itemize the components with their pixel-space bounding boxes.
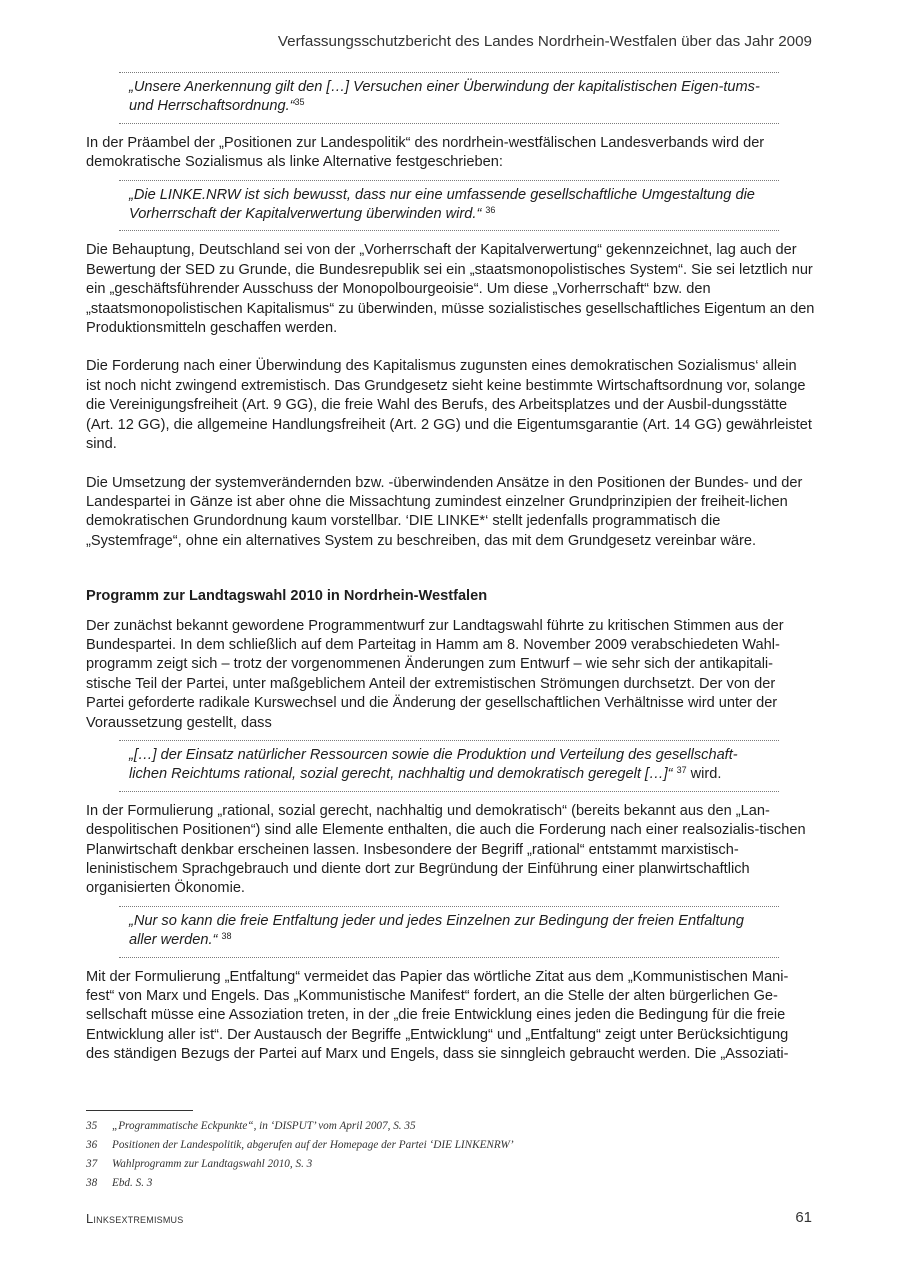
quote-block [119, 740, 779, 792]
quote-block [119, 72, 779, 124]
footnote [86, 1136, 815, 1155]
paragraph: In der Formulierung „rational, sozial gerecht, nachhaltig und demokratisch“ (bereits bekannt aus den „Lan-despolitischen Positionen“) sind alle Elemente enthalten, die auch die Forderung nach einer realsozialis-tischen Planwirtschaft denkbar erscheinen lassen. Insbesondere der Begriff „rational“ entstammt marxistisch-leninistischem Sprachgebrauch und diente dort zur Begründung der Einführung einer planwirtschaftlich organisierten Ökonomie. [86, 802, 806, 897]
footnote-ref[interactable]: 35 [294, 97, 305, 108]
footnote-text: Ebd. S. 3 [112, 1177, 153, 1189]
quote-text: „Unsere Anerkennung gilt den […] Versuchen einer Überwindung der kapitalistischen Eigen-tums- und Herrschaftsordnung.“ [129, 79, 760, 115]
page-number: 61 [795, 1209, 812, 1226]
footnote-text: Wahlprogramm zur Landtagswahl 2010, S. 3 [112, 1158, 313, 1170]
quote-text: „Die LINKE.NRW ist sich bewusst, dass nur eine umfassende gesellschaftliche Umgestaltung die Vorherrschaft der Kapitalverwertung überwinden wird.“ [129, 186, 755, 223]
footnote-number: 37 [86, 1158, 98, 1170]
quote-text: „Nur so kann die freie Entfaltung jeder und jedes Einzelnen zur Bedingung der freien Entfaltung aller werden.“ [129, 912, 744, 949]
footnote [86, 1117, 815, 1136]
paragraph: In der Präambel der „Positionen zur Landespolitik“ des nordrhein-westfälischen Landesverbands wird der demokratische Sozialismus als linke Alternative festgeschrieben: [86, 134, 765, 171]
paragraph: Die Forderung nach einer Überwindung des Kapitalismus zugunsten eines demokratischen Sozialismus‘ allein ist noch nicht zwingend extremistisch. Das Grundgesetz sieht keine bestimmte Wirtschaftsordnung vor, solange die Vereinigungsfreiheit (Art. 9 GG), die freie Wahl des Berufs, des Arbeitsplatzes und der Ausbil-dungsstätte (Art. 12 GG), die allgemeine Handlungsfreiheit (Art. 2 GG) und die Eigentumsgarantie (Art. 14 GG) gewährleistet sind. [86, 358, 812, 453]
paragraph: Die Umsetzung der systemverändernden bzw. -überwindenden Ansätze in den Positionen der Bundes- und der Landespartei in Gänze ist aber ohne die Missachtung zumindest einzelner Grundprinzipien der freiheit-lichen demokratischen Grundordnung kaum vorstellbar. ‘DIE LINKE*‘ stellt jedenfalls programmatisch die „Systemfrage“, ohne ein alternatives System zu beschreiben, das mit dem Grundgesetz vereinbar wäre. [86, 474, 803, 549]
footnote-number: 38 [86, 1177, 98, 1189]
footnote-text: „Programmatische Eckpunkte“, in ‘DISPUT’ vom April 2007, S. 35 [112, 1120, 416, 1132]
quote-block [119, 906, 779, 958]
paragraph: Mit der Formulierung „Entfaltung“ vermeidet das Papier das wörtliche Zitat aus dem „Kommunistischen Mani-fest“ von Marx und Engels. Das „Kommunistische Manifest“ fordert, an die Stelle der alten bürgerlichen Ge-sellschaft müsse eine Assoziation treten, in der „die freie Entwicklung eines jeden die Bedingung für die freie Entwicklung aller ist“. Der Austausch der Begriffe „Entwicklung“ und „Entfaltung“ zeigt unter Berücksichtigung des ständigen Bezugs der Partei auf Marx und Engels, dass sie sinngleich gebraucht werden. Die „Assoziati- [86, 968, 789, 1063]
quote-block [119, 180, 779, 232]
footnote-divider [86, 1110, 193, 1111]
footnote [86, 1174, 815, 1193]
running-header: Verfassungsschutzbericht des Landes Nordrhein-Westfalen über das Jahr 2009 [277, 33, 812, 50]
footnote [86, 1155, 815, 1174]
section-heading: Programm zur Landtagswahl 2010 in Nordrhein-Westfalen [86, 588, 488, 605]
footnote-ref[interactable]: 37 [676, 765, 687, 776]
footnotes [86, 1110, 815, 1193]
footer-section-title: Linksextremismus [86, 1211, 184, 1226]
page-content [86, 72, 815, 1065]
paragraph: Die Behauptung, Deutschland sei von der „Vorherrschaft der Kapitalverwertung“ gekennzeichnet, lag auch der Bewertung der SED zu Grunde, die Bundesrepublik sei ein „staatsmonopolistisches System“. Sie sei letztlich nur ein „geschäftsführender Ausschuss der Monopolbourgeoisie“. Um diese „Vorherrschaft“ bzw. den „staatsmonopolistischen Kapitalismus“ zu überwinden, müsse sozialistisches gesellschaftliches Eigentum an den Produktionsmitteln geschaffen werden. [86, 242, 815, 337]
quote-text: „[…] der Einsatz natürlicher Ressourcen sowie die Produktion und Verteilung des gesellschaft-lichen Reichtums rational, sozial gerecht, nachhaltig und demokratisch geregelt […]“ [129, 746, 738, 783]
footnote-ref[interactable]: 36 [485, 205, 496, 216]
footnote-text: Positionen der Landespolitik, abgerufen auf der Homepage der Partei ‘DIE LINKENRW’ [112, 1139, 514, 1151]
footnote-ref[interactable]: 38 [221, 931, 232, 942]
footnote-number: 36 [86, 1139, 98, 1151]
footnote-number: 35 [86, 1120, 98, 1132]
quote-tail: wird. [690, 766, 722, 783]
paragraph: Der zunächst bekannt gewordene Programmentwurf zur Landtagswahl führte zu kritischen Stimmen aus der Bundespartei. In dem schließlich auf dem Parteitag in Hamm am 8. November 2009 verabschiedeten Wahl-programm zeigt sich – trotz der vorgenommenen Änderungen zum Entwurf – wie sehr sich der antikapitali-stische Teil der Partei, unter maßgeblichem Anteil der extremistischen Strömungen durchsetzt. Der von der Partei geforderte radikale Kurswechsel und die Änderung der gesellschaftlichen Verhältnisse wird unter der Voraussetzung gestellt, dass [86, 617, 784, 731]
